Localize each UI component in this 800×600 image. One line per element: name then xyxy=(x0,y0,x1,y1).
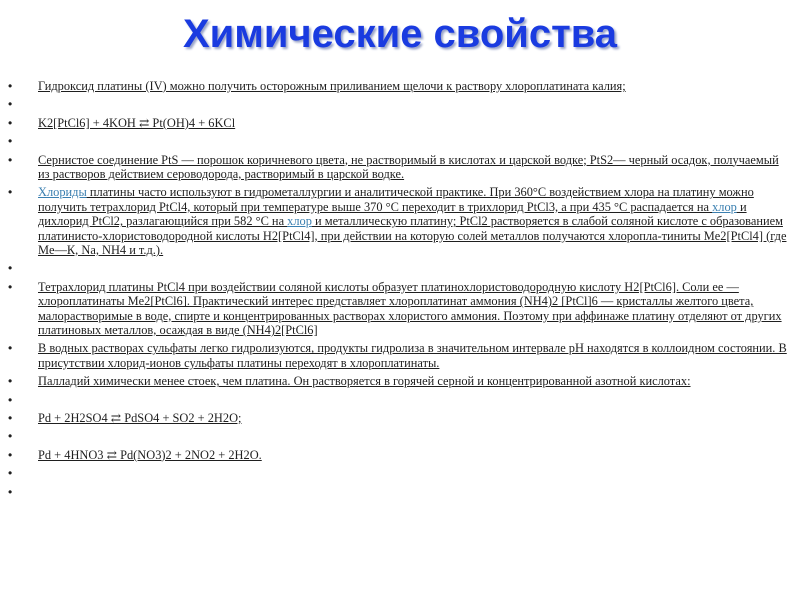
bullet-text xyxy=(38,153,779,181)
text-run: Pd + 4HNO3 ⇄ Pd(NO3)2 + 2NO2 + 2H2O. xyxy=(38,447,262,462)
bullet-item xyxy=(28,185,792,257)
inline-link[interactable]: Хлориды xyxy=(38,185,87,200)
text-run: В водных растворах сульфаты легко гидролизуются, продукты гидролиза в значительном интервале pH находятся в коллоидном состоянии. В присутствии хлорид-ионов сульфаты платины переходят в хлороплатинаты. xyxy=(38,341,787,370)
text-run: Pd + 2H2SO4 ⇄ PdSO4 + SO2 + 2H2O; xyxy=(38,411,242,426)
text-run: K2[PtCl6] + 4KOH ⇄ Pt(OH)4 + 6KCl xyxy=(38,115,236,130)
bullet-text xyxy=(38,185,786,257)
bullet-item-empty xyxy=(28,134,792,148)
bullet-item-empty xyxy=(28,261,792,275)
bullet-item-empty xyxy=(28,466,792,480)
bullet-text xyxy=(38,280,782,337)
slide-title: Химические свойства xyxy=(182,12,618,56)
bullet-item-empty xyxy=(28,97,792,111)
bullet-item-empty xyxy=(28,393,792,407)
text-run: и дихлорид PtCl2, разлагающийся при 582 °С на xyxy=(38,199,747,229)
bullet-text xyxy=(38,411,241,425)
text-run: Сернистое соединение PtS — порошок коричневого цвета, не растворимый в кислотах и царской водке; PtS2— черный осадок, получаемый из растворов действием сероводорода, растворимый в царской водке. xyxy=(38,152,779,181)
bullet-item-empty xyxy=(28,485,792,499)
text-run: Тетрахлорид платины PtCl4 при воздействии соляной кислоты образует платинохлористоводородную кислоту H2[PtCl6]. Соли ее — хлороплатинаты Me2[PtCl6]. Практический интерес представляет хлороплатинат аммония (NH4)2 [PtCl]6 — кристаллы желтого цвета, малорастворимые в воде, спирте и концентрированных растворах хлористого аммония. Поэтому при аффинаже платину отделяют от других платиновых металлов, осаждая в виде (NH4)2[PtCl6] xyxy=(38,279,782,338)
text-run: Гидроксид платины (IV) можно получить осторожным приливанием щелочи к раствору хлороплатината калия; xyxy=(38,79,626,93)
bullet-item xyxy=(28,411,792,425)
bullet-item-empty xyxy=(28,429,792,443)
bullet-text xyxy=(38,79,626,93)
bullet-text xyxy=(38,341,787,369)
bullet-item xyxy=(28,448,792,462)
bullet-item xyxy=(28,341,792,370)
bullet-list xyxy=(28,79,792,503)
bullet-text xyxy=(38,116,235,130)
inline-link[interactable]: хлор xyxy=(712,199,737,214)
bullet-text xyxy=(38,374,691,388)
bullet-item xyxy=(28,79,792,93)
bullet-text xyxy=(38,448,262,462)
text-run: Палладий химически менее стоек, чем платина. Он растворяется в горячей серной и концентрированной азотной кислотах: xyxy=(38,374,691,389)
text-run: и металлическую платину; PtCl2 растворяется в слабой соляной кислоте с образованием платинисто-хлористоводородной кислоты H2[PtCl4], при действии на которую солей металлов получаются хлоропла-тиниты Me2[PtCl4] (где Me—К, Na, NH4 и т.д.). xyxy=(38,214,787,258)
bullet-item xyxy=(28,116,792,130)
bullet-item xyxy=(28,280,792,338)
bullet-item xyxy=(28,374,792,388)
text-run: платины часто используют в гидрометаллургии и аналитической практике. При 360°С воздействием хлора на платину можно получить тетрахлорид PtCl4, который при температуре выше 370 °С переходит в трихлорид PtCl3, а при 435 °С распадается на xyxy=(38,185,754,214)
bullet-item xyxy=(28,153,792,182)
inline-link[interactable]: хлор xyxy=(287,214,312,229)
